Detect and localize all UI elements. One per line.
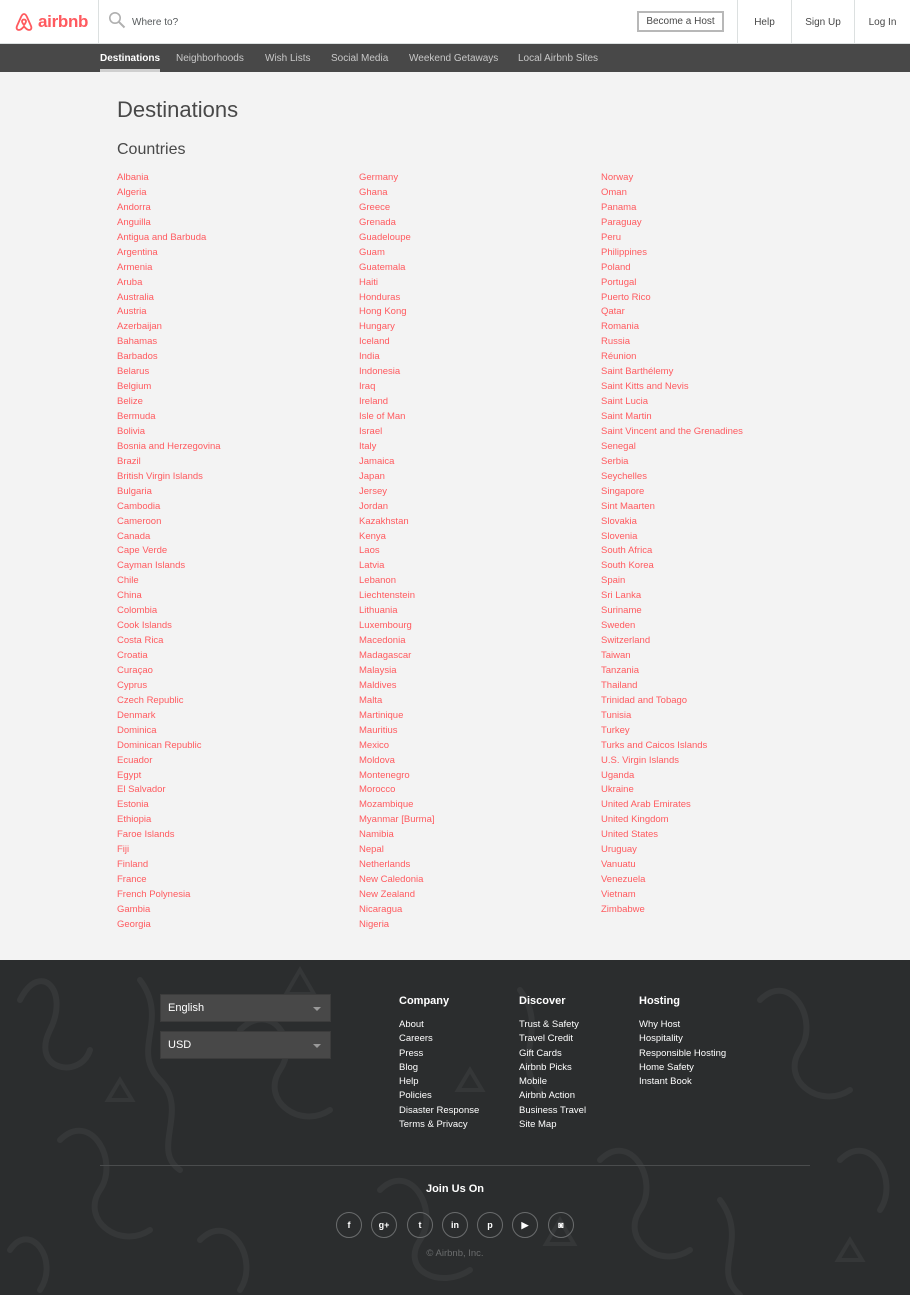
country-link[interactable]: Brazil [117,455,141,467]
footer-company-title: Company [399,995,450,1007]
tab-wish-lists[interactable]: Wish Lists [265,53,311,64]
country-link[interactable]: Norway [601,172,634,183]
language-value: English [168,1002,205,1014]
country-link[interactable]: United Arab Emirates [601,799,691,811]
search-icon [108,11,126,34]
footer-link[interactable]: Blog [399,1061,419,1073]
country-link[interactable]: Malta [359,694,383,706]
country-link[interactable]: Russia [601,336,631,348]
country-link[interactable]: Senegal [601,440,636,452]
google-plus-icon[interactable]: g+ [371,1212,397,1238]
sign-up-link[interactable]: Sign Up [791,0,854,44]
country-link[interactable]: Madagascar [359,650,412,661]
country-link[interactable]: Hungary [359,321,395,333]
footer-link[interactable]: Trust & Safety [519,1019,579,1030]
country-link[interactable]: Fiji [117,844,130,856]
country-link[interactable]: Sri Lanka [601,590,642,602]
logo-link[interactable] [0,0,99,44]
country-link[interactable]: Ireland [359,396,389,408]
country-link[interactable]: Egypt [117,769,142,781]
country-link[interactable]: Montenegro [359,769,410,781]
country-link[interactable]: Vietnam [601,889,636,900]
footer-company-column [399,994,479,1132]
country-link[interactable]: New Zealand [359,889,415,900]
country-link[interactable]: United States [601,829,659,841]
country-link[interactable]: Switzerland [601,635,651,647]
country-link[interactable]: Philippines [601,246,647,258]
facebook-icon[interactable]: f [336,1212,362,1238]
country-link[interactable]: Suriname [601,605,642,617]
country-link[interactable]: Costa Rica [117,635,164,647]
log-in-link[interactable]: Log In [854,0,910,44]
country-link[interactable]: Vanuatu [601,859,636,871]
country-link[interactable]: Turks and Caicos Islands [601,739,708,751]
country-link[interactable]: Georgia [117,918,151,930]
country-link[interactable]: Belgium [117,381,152,393]
linkedin-icon[interactable]: in [442,1212,468,1238]
country-link[interactable]: Jersey [359,485,387,497]
tab-local-airbnb-sites[interactable]: Local Airbnb Sites [518,53,599,64]
country-link[interactable]: Gambia [117,903,151,915]
country-link[interactable]: Peru [601,231,622,243]
country-link[interactable]: Maldives [359,679,397,691]
airbnb-logo-icon [14,12,34,32]
footer-link[interactable]: Responsible Hosting [639,1047,727,1059]
tab-weekend-getaways[interactable]: Weekend Getaways [409,53,499,64]
chevron-down-icon [313,1007,321,1011]
country-link[interactable]: Estonia [117,799,149,811]
country-link[interactable]: Guatemala [359,261,406,273]
country-link[interactable]: Grenada [359,216,396,228]
country-link[interactable]: Qatar [601,306,625,318]
tab-social-media[interactable]: Social Media [331,53,389,64]
become-host-button[interactable]: Become a Host [637,11,724,32]
currency-select[interactable] [160,1031,331,1059]
country-link[interactable]: Malaysia [359,664,397,676]
country-link[interactable]: Guadeloupe [359,231,411,243]
country-link[interactable]: Anguilla [117,216,151,228]
country-link[interactable]: Morocco [359,784,396,796]
footer-link[interactable]: Travel Credit [519,1033,574,1045]
country-link[interactable]: Cyprus [117,679,148,691]
instagram-icon[interactable]: ◙ [548,1212,574,1238]
country-link[interactable]: Slovakia [601,515,637,527]
country-link[interactable]: Romania [601,321,640,333]
footer-link[interactable]: Instant Book [639,1076,692,1088]
country-link[interactable]: Iceland [359,336,390,348]
footer-link[interactable]: Mobile [519,1076,547,1088]
country-link[interactable]: Saint Vincent and the Grenadines [601,425,743,437]
footer-link[interactable]: Careers [399,1033,433,1045]
countries-column-3 [601,171,743,918]
country-link[interactable]: Ecuador [117,754,153,766]
country-link[interactable]: Paraguay [601,216,642,228]
country-link[interactable]: Saint Martin [601,411,652,422]
country-link[interactable]: Belarus [117,366,150,378]
search-bar[interactable] [108,11,178,34]
footer-company-links [399,1018,479,1132]
country-link[interactable]: Taiwan [601,650,631,661]
country-link[interactable]: New Caledonia [359,874,424,886]
country-link[interactable]: Croatia [117,650,148,661]
country-link[interactable]: Bulgaria [117,485,152,497]
country-link[interactable]: Kazakhstan [359,515,409,527]
country-link[interactable]: French Polynesia [117,889,191,900]
footer-link[interactable]: Why Host [639,1019,681,1030]
country-link[interactable]: British Virgin Islands [117,470,203,482]
country-link[interactable]: Bosnia and Herzegovina [117,440,221,452]
country-link[interactable]: Cayman Islands [117,560,186,572]
country-link[interactable]: Bolivia [117,425,145,437]
country-link[interactable]: Saint Kitts and Nevis [601,381,689,393]
country-link[interactable]: Faroe Islands [117,829,175,841]
country-link[interactable]: Iraq [359,381,376,393]
countries-column-1 [117,171,221,933]
country-link[interactable]: Bahamas [117,336,158,348]
footer-discover-title: Discover [519,995,566,1007]
country-link[interactable]: India [359,351,380,363]
country-link[interactable]: Bermuda [117,411,156,422]
currency-value: USD [168,1039,192,1051]
country-link[interactable]: Isle of Man [359,411,406,422]
country-link[interactable]: Belize [117,396,143,408]
country-link[interactable]: Singapore [601,485,645,497]
country-link[interactable]: Lebanon [359,575,396,587]
country-link[interactable]: Latvia [359,560,385,572]
country-link[interactable]: Czech Republic [117,694,184,706]
country-link[interactable]: Argentina [117,246,158,258]
country-link[interactable]: Cameroon [117,515,162,527]
country-link[interactable]: Denmark [117,709,156,721]
country-link[interactable]: Mexico [359,739,390,751]
country-link[interactable]: Jordan [359,500,389,512]
country-link[interactable]: El Salvador [117,784,166,796]
page-title: Destinations [117,97,239,122]
footer-link[interactable]: Site Map [519,1119,557,1131]
join-us-title: Join Us On [425,1183,485,1195]
country-link[interactable]: Saint Lucia [601,396,649,408]
country-link[interactable]: Puerto Rico [601,291,651,303]
country-link[interactable]: Cape Verde [117,545,168,557]
country-link[interactable]: Israel [359,425,383,437]
twitter-icon[interactable]: t [407,1212,433,1238]
country-link[interactable]: Albania [117,172,149,183]
country-link[interactable]: Colombia [117,605,158,617]
country-link[interactable]: Ethiopia [117,814,152,826]
footer-hosting-links [639,1018,726,1089]
country-link[interactable]: Slovenia [601,530,638,542]
logo-text: airbnb [38,12,89,31]
country-link[interactable]: Ukraine [601,784,634,796]
country-link[interactable]: Uganda [601,769,635,781]
country-link[interactable]: Sint Maarten [601,500,655,512]
country-link[interactable]: Nepal [359,844,384,856]
country-link[interactable]: Barbados [117,351,158,363]
country-link[interactable]: Zimbabwe [601,903,645,915]
country-link[interactable]: Trinidad and Tobago [601,694,688,706]
footer-link[interactable]: Help [399,1076,419,1088]
footer-hosting-title: Hosting [639,995,680,1007]
country-link[interactable]: Sweden [601,620,636,632]
footer-link[interactable]: Airbnb Picks [519,1061,572,1073]
language-select[interactable] [160,994,331,1022]
country-link[interactable]: Cook Islands [117,620,172,632]
sub-navigation [0,44,910,72]
country-link[interactable]: United Kingdom [601,814,669,826]
country-link[interactable]: Panama [601,201,637,213]
tab-destinations[interactable]: Destinations [100,44,160,72]
footer-link[interactable]: Disaster Response [399,1104,480,1116]
country-link[interactable]: Tunisia [601,709,632,721]
country-link[interactable]: Azerbaijan [117,321,162,333]
country-link[interactable]: Nigeria [359,918,390,930]
country-link[interactable]: Laos [359,545,380,557]
country-link[interactable]: Greece [359,201,391,213]
country-link[interactable]: Kenya [359,530,386,542]
country-link[interactable]: Turkey [601,724,630,736]
tab-neighborhoods[interactable]: Neighborhoods [176,53,244,64]
country-link[interactable]: Japan [359,470,385,482]
country-link[interactable]: Ghana [359,186,388,198]
country-link[interactable]: Indonesia [359,366,401,378]
country-link[interactable]: Uruguay [601,844,637,856]
country-link[interactable]: Martinique [359,709,404,721]
country-link[interactable]: Chile [117,575,139,587]
country-link[interactable]: Luxembourg [359,620,412,632]
country-link[interactable]: Venezuela [601,874,646,886]
country-link[interactable]: Moldova [359,754,395,766]
top-header [0,0,910,44]
footer-link[interactable]: Airbnb Action [519,1090,575,1102]
country-link[interactable]: Saint Barthélemy [601,366,674,378]
footer-link[interactable]: Gift Cards [519,1047,562,1059]
country-link[interactable]: Seychelles [601,470,647,482]
country-link[interactable]: Canada [117,530,151,542]
country-link[interactable]: Austria [117,306,147,318]
country-link[interactable]: Thailand [601,679,638,691]
help-link[interactable]: Help [737,0,791,44]
footer-hosting-column [639,994,726,1089]
country-link[interactable]: Mozambique [359,799,414,811]
country-link[interactable]: Algeria [117,186,147,198]
country-link[interactable]: Myanmar [Burma] [359,814,435,826]
country-link[interactable]: Oman [601,186,627,198]
section-title: Countries [117,141,186,158]
country-link[interactable]: Australia [117,291,154,303]
country-link[interactable]: Andorra [117,201,151,213]
country-link[interactable]: Liechtenstein [359,590,415,602]
country-link[interactable]: Cambodia [117,500,161,512]
country-link[interactable]: Finland [117,859,149,871]
footer-link[interactable]: Press [399,1047,424,1059]
country-link[interactable]: South Korea [601,560,654,572]
country-link[interactable]: Tanzania [601,664,640,676]
country-link[interactable]: Curaçao [117,664,153,676]
footer-divider [100,1165,810,1166]
country-link[interactable]: Hong Kong [359,306,407,318]
search-input[interactable]: Where to? [132,17,179,28]
country-link[interactable]: Macedonia [359,635,406,647]
country-link[interactable]: U.S. Virgin Islands [601,754,679,766]
youtube-icon[interactable]: ▶ [512,1212,538,1238]
countries-column-2 [359,171,435,933]
country-link[interactable]: Lithuania [359,605,398,617]
country-link[interactable]: Mauritius [359,724,398,736]
footer-link[interactable]: Home Safety [639,1061,694,1073]
country-link[interactable]: Dominican Republic [117,739,202,751]
country-link[interactable]: Germany [359,172,399,183]
footer-discover-links [519,1018,586,1132]
country-link[interactable]: Spain [601,575,626,587]
country-link[interactable]: France [117,874,147,886]
country-link[interactable]: Réunion [601,351,637,363]
country-link[interactable]: Aruba [117,276,143,288]
country-link[interactable]: Portugal [601,276,637,288]
footer-link[interactable]: Business Travel [519,1104,587,1116]
country-link[interactable]: Jamaica [359,455,395,467]
pinterest-icon[interactable]: p [477,1212,503,1238]
country-link[interactable]: Haiti [359,276,379,288]
footer-link[interactable]: About [399,1019,424,1030]
country-link[interactable]: Netherlands [359,859,411,871]
country-link[interactable]: Italy [359,440,377,452]
copyright-text: © Airbnb, Inc. [426,1248,484,1259]
country-link[interactable]: Armenia [117,261,153,273]
footer-link[interactable]: Policies [399,1090,432,1102]
country-link[interactable]: Antigua and Barbuda [117,231,207,243]
country-link[interactable]: Nicaragua [359,903,403,915]
country-link[interactable]: Namibia [359,829,394,841]
country-link[interactable]: Serbia [601,455,629,467]
country-link[interactable]: South Africa [601,545,653,557]
footer-link[interactable]: Terms & Privacy [399,1119,468,1131]
footer-link[interactable]: Hospitality [639,1033,683,1045]
country-link[interactable]: Dominica [117,724,157,736]
chevron-down-icon [313,1044,321,1048]
footer-discover-column [519,994,586,1132]
country-link[interactable]: Honduras [359,291,401,303]
country-link[interactable]: Guam [359,246,385,258]
country-link[interactable]: China [117,590,142,602]
country-link[interactable]: Poland [601,261,631,273]
